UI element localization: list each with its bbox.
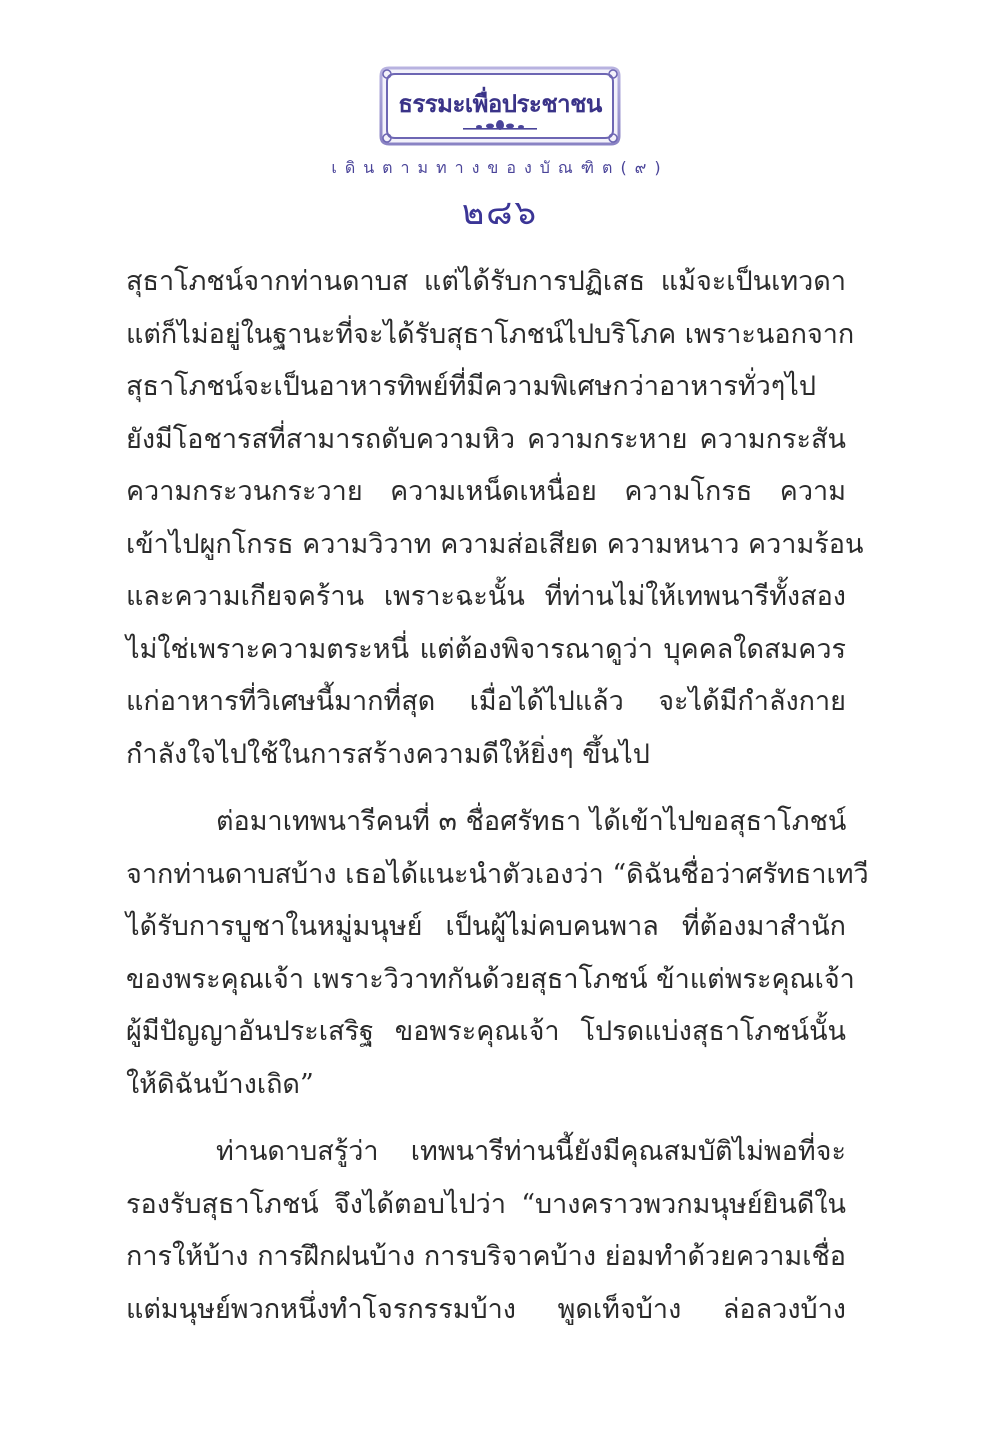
body-text [126, 256, 869, 1351]
text-line: จากท่านดาบสบ้าง เธอได้แนะนำตัวเองว่า “ดิฉันชื่อว่าศรัทธาเทวี [126, 858, 869, 890]
text-line: และความเกียจคร้าน เพราะฉะนั้น ที่ท่านไม่ให้เทพนารีทั้งสอง [126, 581, 846, 612]
text-line: แต่ก็ไม่อยู่ในฐานะที่จะได้รับสุธาโภชน์ไปบริโภค เพราะนอกจาก [126, 318, 855, 350]
paragraph [126, 796, 869, 1111]
text-line: ความกระวนกระวาย ความเหน็ดเหนื่อย ความโกรธ ความ [126, 476, 846, 507]
text-line: ต่อมาเทพนารีคนที่ ๓ ชื่อศรัทธา ได้เข้าไปขอสุธาโภชน์ [216, 806, 847, 837]
logo-title: ธรรมะเพื่อประชาชน [398, 90, 602, 118]
text-line: ของพระคุณเจ้า เพราะวิวาทกันด้วยสุธาโภชน์ ข้าแต่พระคุณเจ้า [126, 963, 855, 995]
text-line: ยังมีโอชารสที่สามารถดับความหิว ความกระหาย ความกระสัน [126, 423, 846, 455]
text-line: ให้ดิฉันบ้างเถิด” [126, 1068, 314, 1100]
book-subtitle: เดินตามทางของบัณฑิต(๙) [331, 158, 669, 177]
text-line: ท่านดาบสรู้ว่า เทพนารีท่านนี้ยังมีคุณสมบัติไม่พอที่จะ [216, 1136, 846, 1167]
text-line: กำลังใจไปใช้ในการสร้างความดีให้ยิ่งๆ ขึ้นไป [126, 738, 650, 770]
text-line: ได้รับการบูชาในหมู่มนุษย์ เป็นผู้ไม่คบคนพาล ที่ต้องมาสำนัก [126, 911, 846, 942]
page-number: ๒๘๖ [461, 193, 539, 233]
text-line: ผู้มีปัญญาอันประเสริฐ ขอพระคุณเจ้า โปรดแบ่งสุธาโภชน์นั้น [126, 1016, 846, 1047]
text-line: ไม่ใช่เพราะความตระหนี่ แต่ต้องพิจารณาดูว่า บุคคลใดสมควร [126, 633, 846, 665]
text-line: สุธาโภชน์จะเป็นอาหารทิพย์ที่มีความพิเศษกว่าอาหารทั่วๆไป [126, 371, 817, 402]
text-line: การให้บ้าง การฝึกฝนบ้าง การบริจาคบ้าง ย่อมทำด้วยความเชื่อ [126, 1241, 846, 1272]
text-line: รองรับสุธาโภชน์ จึงได้ตอบไปว่า “บางคราวพวกมนุษย์ยินดีใน [126, 1188, 846, 1220]
paragraph [126, 1126, 846, 1336]
text-line: สุธาโภชน์จากท่านดาบส แต่ได้รับการปฏิเสธ แม้จะเป็นเทวดา [126, 266, 846, 297]
page-header [0, 62, 1000, 239]
text-line: แก่อาหารที่วิเศษนี้มากที่สุด เมื่อได้ไปแล้ว จะได้มีกำลังกาย [126, 686, 846, 717]
text-line: แต่มนุษย์พวกหนึ่งทำโจรกรรมบ้าง พูดเท็จบ้าง ล่อลวงบ้าง [126, 1293, 846, 1325]
paragraph [126, 256, 864, 781]
text-line: เข้าไปผูกโกรธ ความวิวาท ความส่อเสียด ความหนาว ความร้อน [126, 528, 864, 560]
book-series-logo [375, 62, 625, 150]
